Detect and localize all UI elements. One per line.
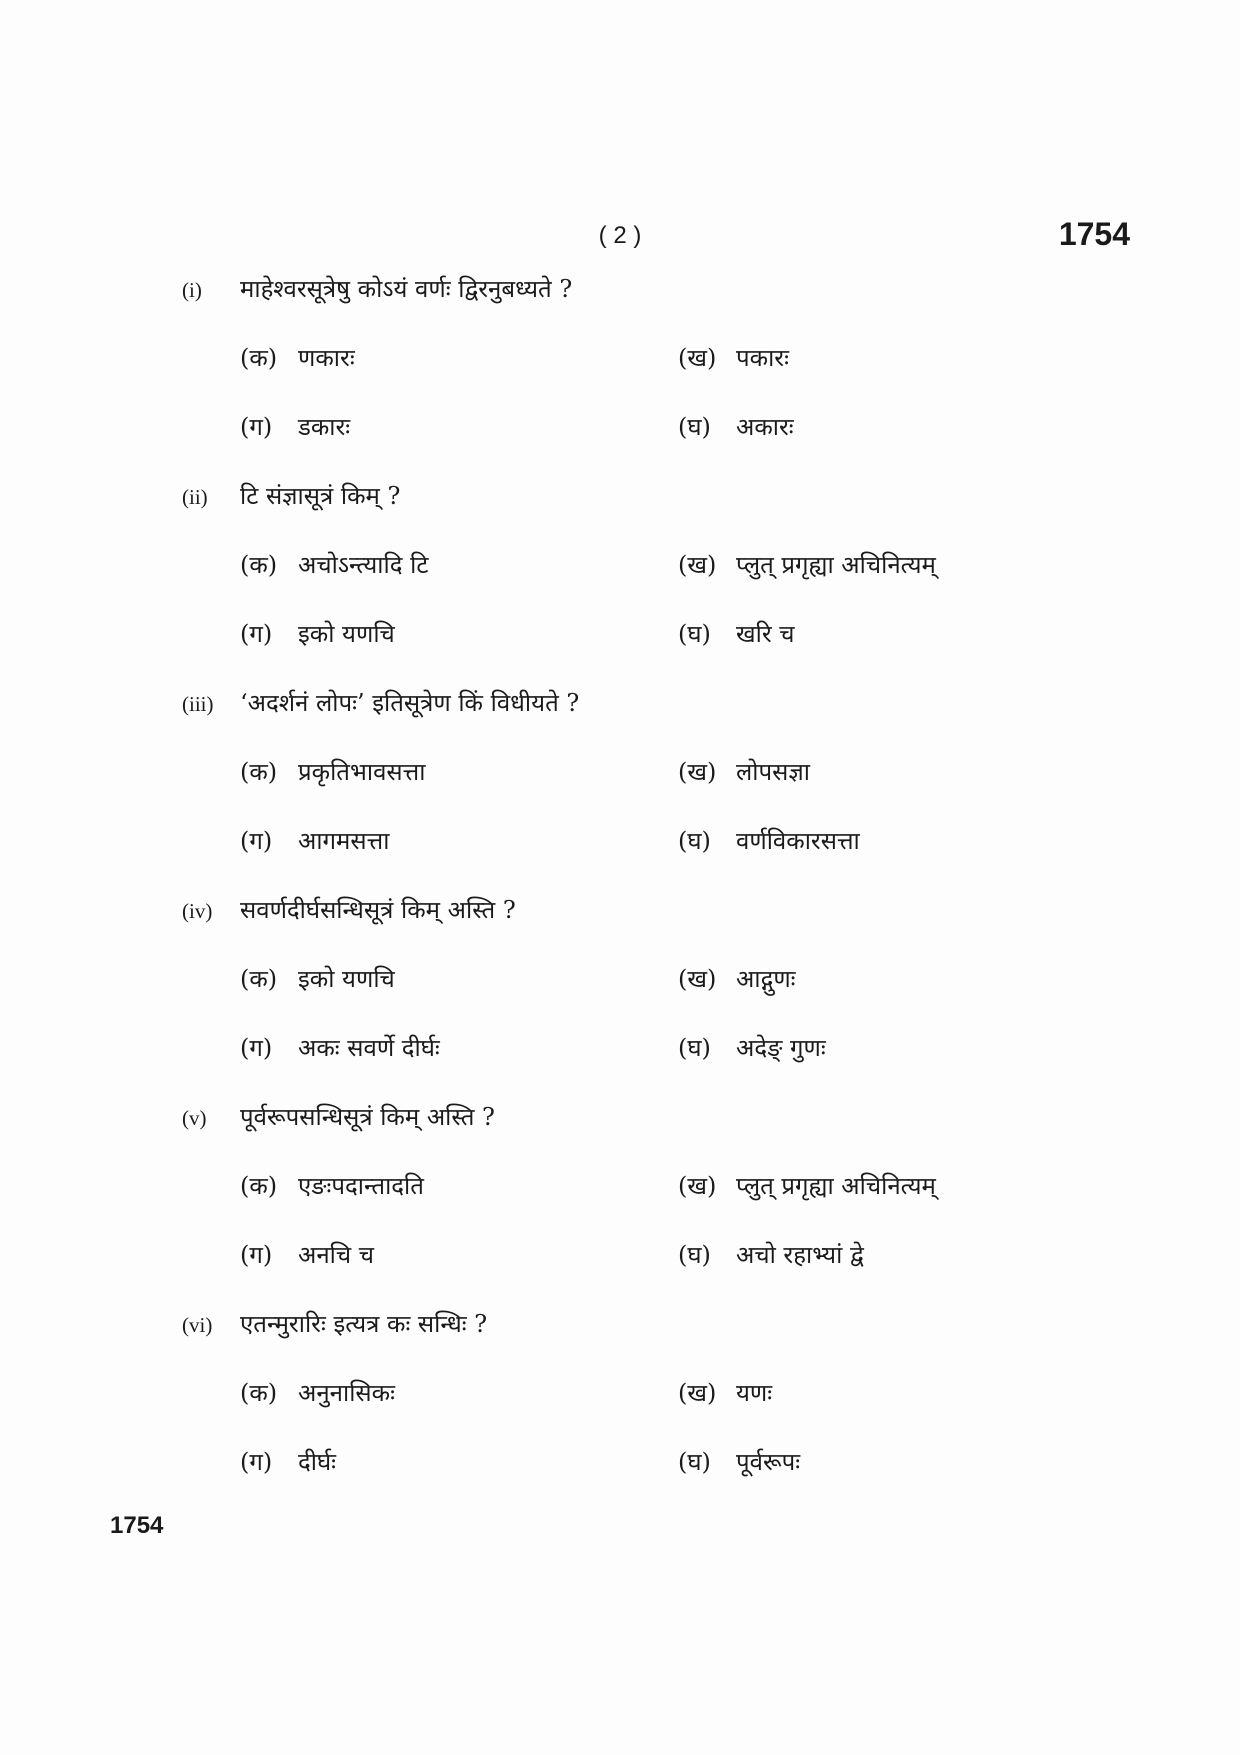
option-label: (क): [240, 1379, 278, 1407]
option-label: (ग): [240, 620, 273, 648]
option-label: (ख): [678, 758, 717, 786]
option-text: इको यणचि: [298, 965, 395, 993]
option-label: (ख): [678, 1172, 717, 1200]
option-label: (ख): [678, 965, 717, 993]
option-label: (ख): [678, 551, 717, 579]
question-stem: [182, 1100, 1142, 1169]
option-text: यणः: [736, 1379, 773, 1407]
option-label: (क): [240, 758, 278, 786]
option-label: (घ): [678, 413, 711, 441]
option-text: पूर्वरूपः: [736, 1448, 801, 1476]
question-number: (iii): [182, 692, 214, 716]
option-text: प्लुत् प्रगृह्या अचिनित्यम्: [736, 1172, 936, 1200]
option-label: (ग): [240, 1034, 273, 1062]
option: [678, 1238, 1108, 1271]
question-text: टि संज्ञासूत्रं किम् ?: [240, 482, 401, 510]
option: [678, 755, 1108, 788]
option-text: अचोऽन्त्यादि टि: [298, 551, 429, 579]
option: [240, 1376, 678, 1409]
option-label: (घ): [678, 1241, 711, 1269]
option-row: [182, 341, 1142, 410]
option-text: अदेङ् गुणः: [736, 1034, 826, 1062]
option: [678, 1169, 1108, 1202]
option: [678, 1376, 1108, 1409]
question-stem: [182, 1307, 1142, 1376]
option-row: [182, 1238, 1142, 1307]
option-text: अचो रहाभ्यां द्वे: [736, 1241, 864, 1269]
question-stem: [182, 479, 1142, 548]
option-label: (क): [240, 551, 278, 579]
option-row: [182, 1445, 1142, 1514]
option: [240, 410, 678, 443]
option-row: [182, 617, 1142, 686]
question-stem: [182, 686, 1142, 755]
question-text: पूर्वरूपसन्धिसूत्रं किम् अस्ति ?: [240, 1103, 495, 1131]
option: [240, 341, 678, 374]
paper-code-footer: 1754: [110, 1512, 164, 1539]
option-text: डकारः: [298, 413, 351, 441]
question-number: (vi): [182, 1313, 213, 1337]
option: [678, 824, 1108, 857]
question: [182, 893, 1142, 1100]
question-text: माहेश्वरसूत्रेषु कोऽयं वर्णः द्विरनुबध्यते ?: [240, 275, 573, 303]
option-text: प्लुत् प्रगृह्या अचिनित्यम्: [736, 551, 936, 579]
option-row: [182, 962, 1142, 1031]
option-text: खरि च: [736, 620, 795, 648]
option-label: (घ): [678, 1034, 711, 1062]
question: [182, 686, 1142, 893]
option: [240, 1238, 678, 1271]
option: [678, 617, 1108, 650]
option: [678, 341, 1108, 374]
question-number: (ii): [182, 485, 208, 509]
option-label: (ख): [678, 344, 717, 372]
option-row: [182, 410, 1142, 479]
option-row: [182, 755, 1142, 824]
question-stem: [182, 893, 1142, 962]
option: [240, 824, 678, 857]
option: [240, 548, 678, 581]
option-text: आगमसत्ता: [298, 827, 390, 855]
paper-code-header: 1754: [1058, 216, 1130, 252]
option-text: एङःपदान्तादति: [298, 1172, 424, 1200]
option-label: (ग): [240, 1241, 273, 1269]
option-text: अकारः: [736, 413, 794, 441]
option-row: [182, 1376, 1142, 1445]
option-label: (ग): [240, 413, 273, 441]
question-number: (i): [182, 278, 202, 302]
option: [240, 1031, 678, 1064]
option: [240, 755, 678, 788]
question: [182, 479, 1142, 686]
option-label: (ग): [240, 1448, 273, 1476]
option: [240, 962, 678, 995]
option-row: [182, 1031, 1142, 1100]
option-label: (क): [240, 344, 278, 372]
option-label: (क): [240, 965, 278, 993]
option-label: (घ): [678, 1448, 711, 1476]
option-text: दीर्घः: [298, 1448, 336, 1476]
option-label: (ग): [240, 827, 273, 855]
option-text: इको यणचि: [298, 620, 395, 648]
question-text: सवर्णदीर्घसन्धिसूत्रं किम् अस्ति ?: [240, 896, 516, 924]
option: [678, 1445, 1108, 1478]
option-text: णकारः: [298, 344, 355, 372]
option: [678, 1031, 1108, 1064]
question-text: एतन्मुरारिः इत्यत्र कः सन्धिः ?: [240, 1310, 488, 1338]
option-text: अकः सवर्णे दीर्घः: [298, 1034, 440, 1062]
option: [678, 410, 1108, 443]
option: [678, 962, 1108, 995]
option-label: (क): [240, 1172, 278, 1200]
option-row: [182, 548, 1142, 617]
question: [182, 1100, 1142, 1307]
question: [182, 272, 1142, 479]
option: [678, 548, 1108, 581]
question-stem: [182, 272, 1142, 341]
question-number: (iv): [182, 899, 213, 923]
option-label: (घ): [678, 620, 711, 648]
option-text: अनचि च: [298, 1241, 374, 1269]
question-text: ‘अदर्शनं लोपः’ इतिसूत्रेण किं विधीयते ?: [240, 689, 580, 717]
option-text: आद्गुणः: [736, 965, 796, 993]
option-text: अनुनासिकः: [298, 1379, 395, 1407]
question-number: (v): [182, 1106, 207, 1130]
option-row: [182, 1169, 1142, 1238]
option: [240, 1169, 678, 1202]
option-label: (घ): [678, 827, 711, 855]
question: [182, 1307, 1142, 1514]
option-text: लोपसज्ञा: [736, 758, 810, 786]
option-row: [182, 824, 1142, 893]
option-text: पकारः: [736, 344, 789, 372]
page-number: ( 2 ): [598, 222, 642, 249]
option-label: (ख): [678, 1379, 717, 1407]
option: [240, 617, 678, 650]
option-text: वर्णविकारसत्ता: [736, 827, 860, 855]
question-list: [182, 272, 1142, 1514]
option: [240, 1445, 678, 1478]
option-text: प्रकृतिभावसत्ता: [298, 758, 426, 786]
